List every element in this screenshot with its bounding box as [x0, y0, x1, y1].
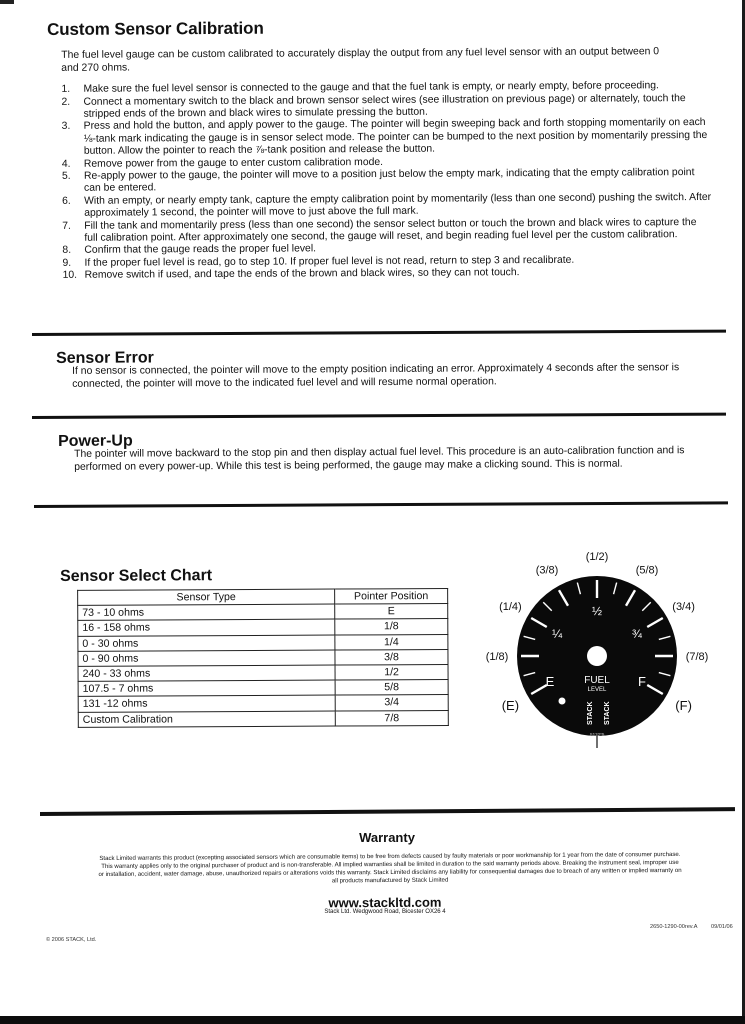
sensor-select-chart: [60, 566, 449, 728]
table-row: [78, 634, 448, 651]
sensor-type-cell: Custom Calibration: [78, 711, 335, 728]
calibration-section: [47, 16, 719, 283]
fuel-label: FUEL: [584, 675, 610, 686]
full-mark: F: [638, 674, 646, 689]
step-number: 2.: [61, 96, 71, 108]
gauge-face-fraction: ½: [591, 604, 603, 618]
step-number: 10.: [62, 270, 78, 282]
step-text: With an empty, or nearly empty tank, capture the empty calibration point by momentarily (less than one second) pushing the switch. After approximately 1 second, the pointer will move to just above the full mark.: [84, 191, 712, 220]
section-title: Sensor Error: [56, 349, 154, 367]
document-code: 2650-1290-00rev.A: [650, 924, 698, 930]
pointer-position-cell: 3/4: [335, 695, 448, 711]
table-row: [78, 649, 448, 666]
table-row: [78, 664, 448, 681]
step-number: 1.: [61, 84, 71, 96]
table-row: [78, 710, 448, 727]
copyright: © 2006 STACK, Ltd.: [46, 937, 97, 943]
divider: [32, 330, 726, 336]
step-text: If the proper fuel level is read, go to step 10. If proper fuel level is not read, return to step 3 and recalibrate.: [84, 254, 575, 269]
warranty-line: Stack Limited warrants this product (excepting associated sensors which are consumable items) to be free from defects caused by faulty materials or poor workmanship for 1 year from the date of consumer purchase.: [99, 850, 681, 863]
step-text: Connect a momentary switch to the black and brown sensor select wires (see illustration on previous page) or alternately, touch the stripped ends of the brown and black wires to simulate pressing the button.: [83, 92, 686, 120]
section-title: Power-Up: [58, 432, 133, 450]
step-number: 3.: [61, 121, 71, 133]
step-number: 7.: [62, 220, 71, 232]
step-text: Re-apply power to the gauge, the pointer will move to a position just below the empty mark, indicating that the empty calibration point can be entered.: [83, 167, 695, 195]
gauge-hub: [587, 646, 607, 666]
pointer-position-cell: 1/8: [335, 619, 448, 635]
step-text: Remove power from the gauge to enter custom calibration mode.: [83, 156, 384, 170]
level-label: LEVEL: [587, 687, 607, 693]
calibration-step: [63, 266, 713, 282]
calibration-step: [62, 117, 712, 158]
table-row: [78, 604, 448, 621]
warranty-line: all products manufactured by Stack Limited: [331, 876, 449, 885]
sensor-select-table: [77, 588, 449, 728]
sensor-type-cell: 107.5 - 7 ohms: [78, 680, 335, 697]
gauge-outer-label: (3/8): [535, 564, 559, 577]
sensor-type-cell: 16 - 158 ohms: [78, 619, 335, 636]
fuel-gauge-illustration: [478, 540, 718, 760]
warranty-title: Warranty: [359, 830, 415, 845]
part-code: S132*5: [589, 732, 605, 737]
warranty-text: [40, 851, 740, 888]
sensor-type-cell: 240 - 33 ohms: [78, 665, 335, 682]
sensor-type-cell: 131 -12 ohms: [78, 695, 335, 712]
sensor-type-cell: 0 - 30 ohms: [78, 635, 335, 652]
step-text: Remove switch if used, and tape the ends of the brown and black wires, so they can not touch.: [84, 267, 520, 282]
gauge-outer-label: (3/4): [672, 601, 695, 613]
company-address: Stack Ltd. Wedgwood Road, Bicester OX26 4: [324, 909, 446, 915]
gauge-face-fraction: ¼: [552, 627, 563, 641]
scan-edge: [0, 1016, 745, 1024]
warranty-section: [40, 830, 740, 915]
step-text: Press and hold the button, and apply power to the gauge. The pointer will begin sweeping back and forth stopping momentarily on each ⅛-tank mark indicating the gauge is in sensor select mode. The pointer can be bumped to the next position by momentarily pressing the button. Allow the pointer to reach the ⅞-tank position and release the button.: [83, 117, 708, 157]
divider: [40, 807, 735, 815]
step-number: 9.: [62, 257, 72, 269]
step-text: Confirm that the gauge reads the proper fuel level.: [84, 243, 317, 257]
pointer-position-cell: E: [335, 604, 448, 620]
pointer-position-cell: 1/4: [335, 634, 448, 650]
gauge-face-fraction: ¾: [631, 627, 642, 641]
warranty-line: or installation, accident, water damage, abuse, unauthorized repairs or alterations voids this warranty. Stack Limited disclaims any liability for consequential damages due to breach of any written or implied warranty on: [98, 866, 682, 879]
sensor-type-cell: 0 - 90 ohms: [78, 650, 335, 667]
step-number: 4.: [61, 158, 71, 170]
step-number: 6.: [62, 195, 71, 207]
website-link[interactable]: www.stackltd.com: [328, 894, 442, 911]
divider: [32, 413, 726, 419]
document-date: 09/01/06: [711, 924, 733, 930]
sensor-error-section: [56, 346, 716, 391]
scan-edge: [0, 0, 14, 4]
step-text: Make sure the fuel level sensor is connected to the gauge and that the fuel tank is empty, or nearly empty, before proceeding.: [83, 80, 659, 95]
pointer-position-cell: 3/8: [335, 649, 448, 665]
sensor-error-text: If no sensor is connected, the pointer will move to the empty position indicating an error. Approximately 4 seconds after the sensor is connected, the pointer will move to the indicated fuel level and will resume normal operation.: [72, 362, 680, 390]
gauge-outer-label: (1/4): [499, 601, 522, 613]
section-title: Custom Sensor Calibration: [47, 18, 264, 39]
divider: [34, 501, 728, 508]
empty-mark: E: [545, 674, 555, 689]
table-row: [78, 680, 448, 697]
gauge-outer-label: (1/2): [585, 551, 609, 563]
warranty-line: This warranty applies only to the original purchaser of product and is non-transferable. All implied warranties shall be limited in duration to the said warranty periods above. Breaking the instrument seal, improper use: [101, 858, 679, 871]
column-header: Pointer Position: [335, 588, 448, 604]
step-text: Fill the tank and momentarily press (less than one second) the sensor select button or touch the brown and black wires to capture the full calibration point. After approximately one second, the gauge will reset, and begin reading fuel level per the custom calibration.: [84, 216, 697, 244]
column-header: Sensor Type: [78, 589, 335, 606]
step-number: 8.: [62, 245, 72, 257]
calibration-steps: [61, 80, 712, 282]
stop-pin: [559, 698, 566, 705]
pointer-position-cell: 5/8: [335, 680, 448, 696]
brand-text: STACK: [587, 701, 594, 725]
gauge-outer-label: (1/8): [485, 651, 509, 663]
table-row: [78, 695, 448, 712]
chart-title: Sensor Select Chart: [60, 567, 213, 585]
power-up-section: [58, 429, 718, 474]
power-up-text: The pointer will move backward to the stop pin and then display actual fuel level. This procedure is an auto-calibration function and is performed on every power-up. While this test is being performed, the gauge may make a clicking sound. This is normal.: [74, 445, 685, 473]
pointer-position-cell: 7/8: [335, 710, 448, 726]
brand-text: STACK: [604, 701, 611, 725]
step-number: 5.: [61, 170, 71, 182]
gauge-outer-label: (F): [675, 698, 692, 713]
calibration-intro: The fuel level gauge can be custom calibrated to accurately display the output from any fuel level sensor with an output between 0 and 270 ohms.: [61, 46, 660, 74]
gauge-outer-label: (E): [501, 698, 520, 713]
sensor-type-cell: 73 - 10 ohms: [78, 604, 335, 621]
table-row: [78, 619, 448, 636]
pointer-position-cell: 1/2: [335, 664, 448, 680]
gauge-outer-label: (5/8): [635, 564, 659, 577]
gauge-outer-label: (7/8): [685, 651, 709, 663]
table-header-row: [78, 588, 448, 605]
